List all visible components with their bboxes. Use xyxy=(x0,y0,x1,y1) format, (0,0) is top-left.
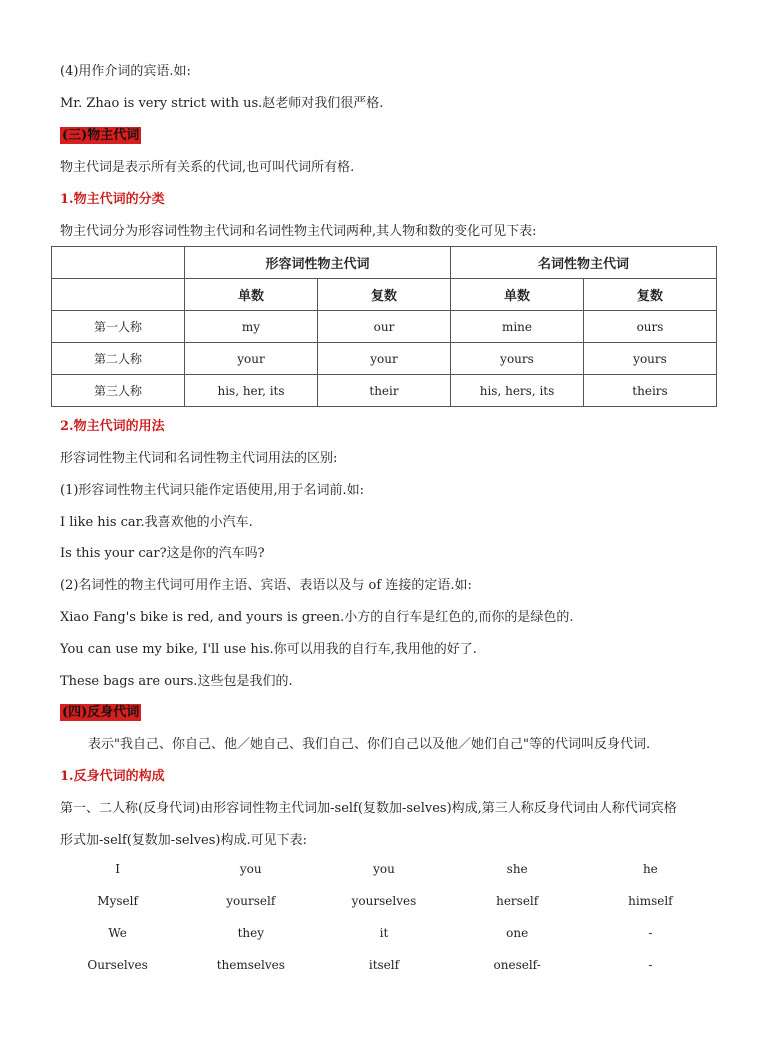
table-cell: I xyxy=(115,862,120,876)
table-cell: their xyxy=(318,375,451,407)
text-line: Mr. Zhao is very strict with us.赵老师对我们很严格. xyxy=(60,96,384,111)
table-row xyxy=(51,917,717,949)
table-cell xyxy=(52,247,185,279)
table-row xyxy=(51,885,717,917)
table-cell: it xyxy=(379,926,389,940)
table-row xyxy=(52,247,717,279)
possessive-pronoun-table xyxy=(51,246,717,407)
table-header: 形容词性物主代词 xyxy=(185,247,451,279)
table-cell: yours xyxy=(584,343,717,375)
table-cell: We xyxy=(108,926,127,940)
table-cell: ours xyxy=(584,311,717,343)
table-cell: she xyxy=(506,862,528,876)
table-row xyxy=(52,311,717,343)
table-cell: yourselves xyxy=(351,894,417,908)
table-cell xyxy=(52,279,185,311)
subsection-heading: 1.物主代词的分类 xyxy=(60,192,165,207)
table-cell: 第一人称 xyxy=(52,311,185,343)
table-row xyxy=(51,949,717,981)
text-line: 形式加-self(复数加-selves)构成.可见下表: xyxy=(60,833,308,848)
text-line: 表示"我自己、你自己、他／她自己、我们自己、你们自己以及他／她们自己"等的代词叫反身代词. xyxy=(88,737,651,752)
table-cell: Myself xyxy=(97,894,138,908)
section-heading-label: (三)物主代词 xyxy=(62,128,140,143)
table-header: 复数 xyxy=(318,279,451,311)
text-line: 物主代词分为形容词性物主代词和名词性物主代词两种,其人物和数的变化可见下表: xyxy=(60,224,537,239)
subsection-heading: 1.反身代词的构成 xyxy=(60,769,165,784)
text-line: (1)形容词性物主代词只能作定语使用,用于名词前.如: xyxy=(60,483,365,498)
table-cell: your xyxy=(318,343,451,375)
table-cell: they xyxy=(237,926,264,940)
text-line: These bags are ours.这些包是我们的. xyxy=(60,674,293,689)
table-cell: one xyxy=(506,926,529,940)
text-line: 形容词性物主代词和名词性物主代词用法的区别: xyxy=(60,451,338,466)
section-heading xyxy=(60,704,141,722)
section-heading xyxy=(60,127,141,145)
text-line: 第一、二人称(反身代词)由形容词性物主代词加-self(复数加-selves)构成,第三人称反身代词由人称代词宾格 xyxy=(60,801,677,816)
subsection-heading: 2.物主代词的用法 xyxy=(60,419,165,434)
table-cell: my xyxy=(185,311,318,343)
table-cell: itself xyxy=(368,958,400,972)
table-cell: yours xyxy=(451,343,584,375)
table-cell: you xyxy=(373,862,395,876)
table-cell: himself xyxy=(628,894,673,908)
table-header: 单数 xyxy=(185,279,318,311)
table-cell: his, her, its xyxy=(185,375,318,407)
text-line: 物主代词是表示所有关系的代词,也可叫代词所有格. xyxy=(60,160,355,175)
table-cell: oneself- xyxy=(493,958,541,972)
table-cell: 第三人称 xyxy=(52,375,185,407)
text-line: You can use my bike, I'll use his.你可以用我的自行车,我用他的好了. xyxy=(60,642,477,657)
table-cell: mine xyxy=(451,311,584,343)
table-cell: - xyxy=(648,926,653,940)
table-row xyxy=(52,343,717,375)
reflexive-pronoun-table xyxy=(51,853,717,981)
table-cell: theirs xyxy=(584,375,717,407)
section-heading-label: (四)反身代词 xyxy=(62,705,140,720)
table-cell: his, hers, its xyxy=(451,375,584,407)
table-cell: your xyxy=(185,343,318,375)
table-header: 复数 xyxy=(584,279,717,311)
text-line: (4)用作介词的宾语.如: xyxy=(60,64,191,79)
table-row xyxy=(52,279,717,311)
table-cell: yourself xyxy=(226,894,276,908)
table-cell: Ourselves xyxy=(87,958,148,972)
table-cell: he xyxy=(642,862,658,876)
table-cell: - xyxy=(648,958,653,972)
text-line: (2)名词性的物主代词可用作主语、宾语、表语以及与 of 连接的定语.如: xyxy=(60,578,472,593)
text-line: I like his car.我喜欢他的小汽车. xyxy=(60,515,253,530)
table-cell: themselves xyxy=(216,958,285,972)
table-cell: 第二人称 xyxy=(52,343,185,375)
table-cell: you xyxy=(239,862,262,876)
text-line: Is this your car?这是你的汽车吗? xyxy=(60,546,265,561)
table-row xyxy=(51,853,717,885)
table-row xyxy=(52,375,717,407)
text-line: Xiao Fang's bike is red, and yours is green.小方的自行车是红色的,而你的是绿色的. xyxy=(60,610,574,625)
table-cell: our xyxy=(318,311,451,343)
table-cell: herself xyxy=(496,894,539,908)
table-header: 单数 xyxy=(451,279,584,311)
table-header: 名词性物主代词 xyxy=(451,247,717,279)
